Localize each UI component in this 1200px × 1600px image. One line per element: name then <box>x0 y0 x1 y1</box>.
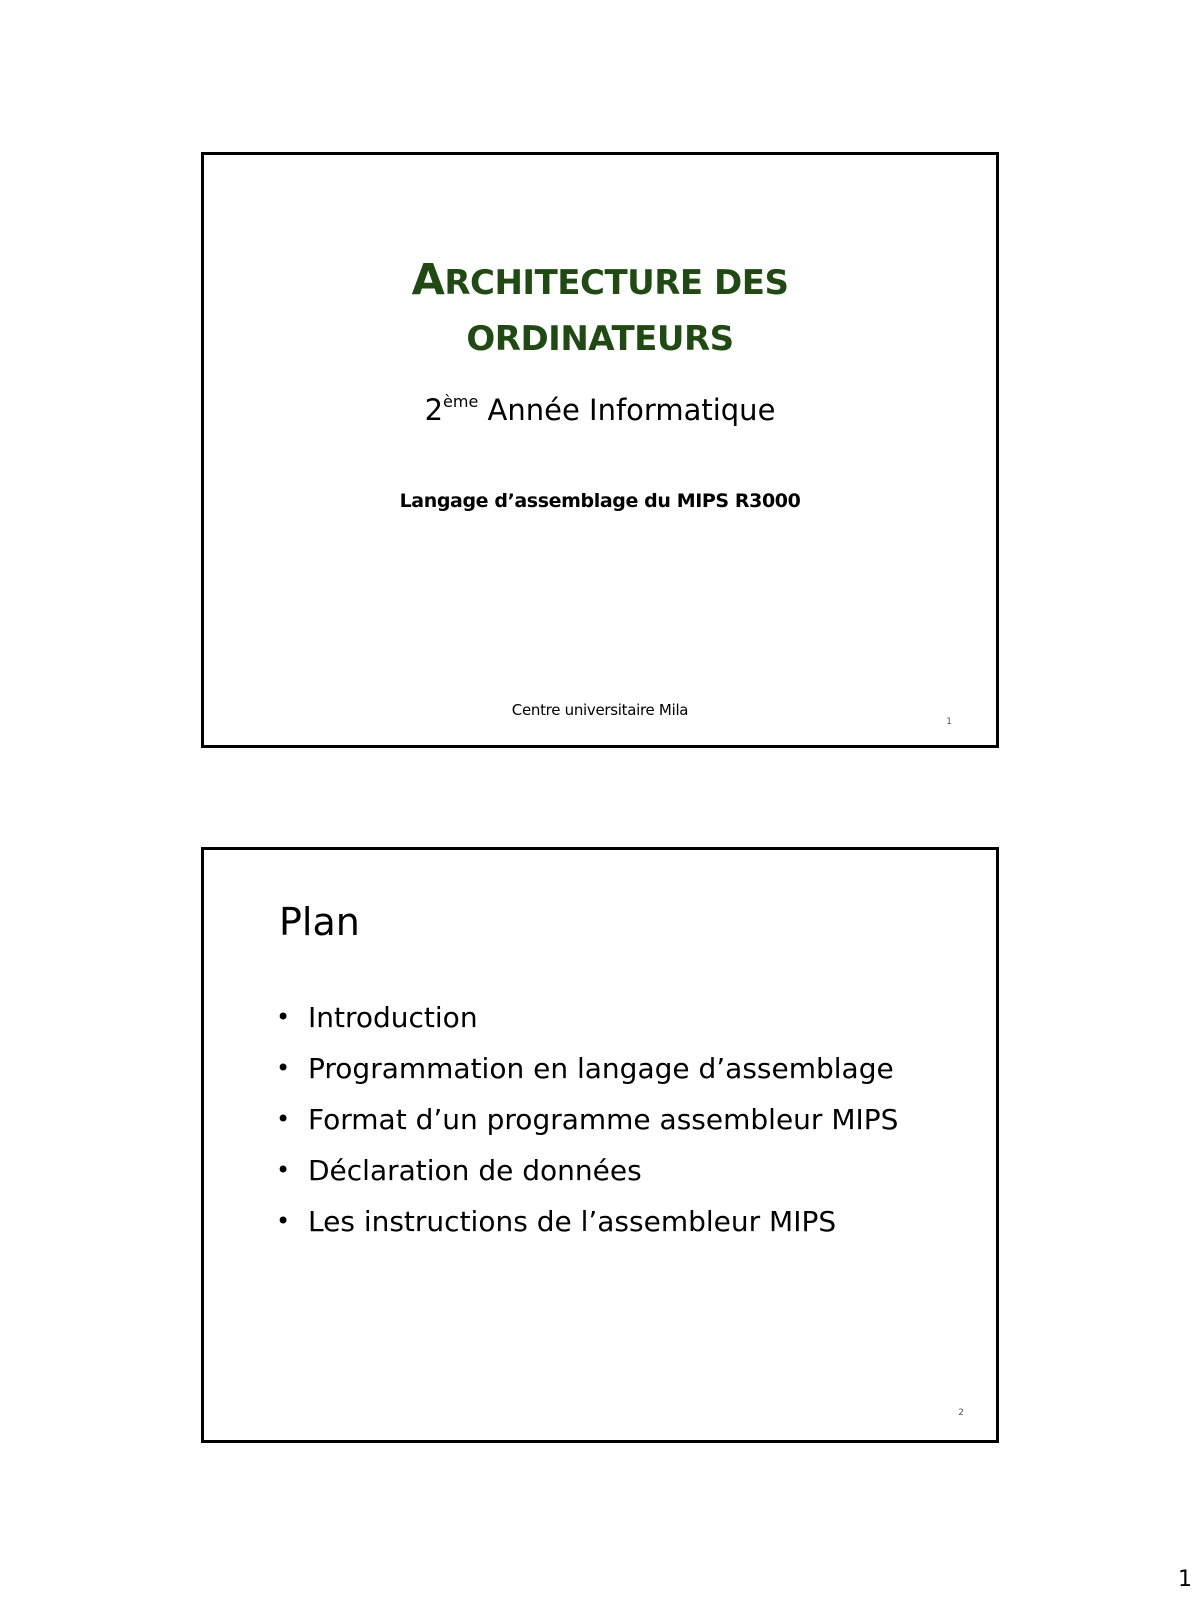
plan-item-text: Format d’un programme assembleur MIPS <box>308 1103 899 1136</box>
bullet-icon: • <box>276 1003 291 1031</box>
plan-item-text: Déclaration de données <box>308 1154 642 1187</box>
plan-item-text: Introduction <box>308 1001 478 1034</box>
subtitle-superscript: ème <box>443 392 479 411</box>
slide-1-subtitle <box>204 393 996 427</box>
slide-2 <box>201 847 999 1443</box>
title-line-1-rest: RCHITECTURE DES <box>444 263 789 303</box>
plan-item-text: Programmation en langage d’assemblage <box>308 1052 894 1085</box>
slide-1-title-line-2: ORDINATEURS <box>466 319 734 359</box>
bullet-icon: • <box>276 1105 291 1133</box>
slide-1-title-line-1 <box>204 252 996 311</box>
subtitle-text: Année Informatique <box>478 393 776 427</box>
plan-item <box>276 1094 898 1145</box>
plan-item <box>276 1196 898 1247</box>
slide-1-number: 1 <box>946 717 952 727</box>
plan-list <box>276 992 898 1247</box>
subtitle-number: 2 <box>424 393 444 427</box>
institution-name: Centre universitaire Mila <box>511 701 689 719</box>
title-initial-letter: A <box>411 255 445 305</box>
plan-item <box>276 1145 898 1196</box>
slide-2-number: 2 <box>958 1408 964 1418</box>
slide-1-title <box>204 252 996 367</box>
plan-item-text: Les instructions de l’assembleur MIPS <box>308 1205 837 1238</box>
bullet-icon: • <box>276 1054 291 1082</box>
bullet-icon: • <box>276 1207 291 1235</box>
page-number: 1 <box>1178 1567 1192 1592</box>
plan-title: Plan <box>279 900 360 944</box>
bullet-icon: • <box>276 1156 291 1184</box>
slide-1 <box>201 152 999 748</box>
plan-item <box>276 992 898 1043</box>
plan-item <box>276 1043 898 1094</box>
course-title: Langage d’assemblage du MIPS R3000 <box>399 490 801 512</box>
